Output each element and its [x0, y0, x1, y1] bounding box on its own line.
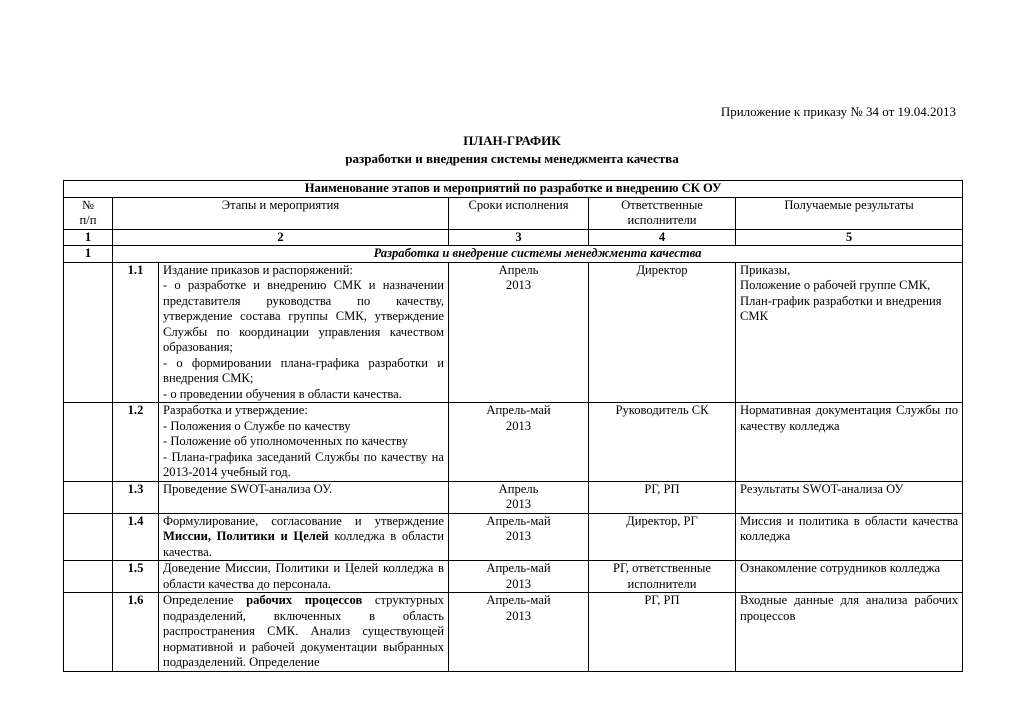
- document-title: ПЛАН-ГРАФИК: [463, 133, 561, 148]
- deadline-period: Апрель-май: [486, 561, 551, 575]
- empty-cell: [64, 561, 113, 593]
- activity-line: - Положение об уполномоченных по качеству: [163, 434, 408, 448]
- deadline-period: Апрель-май: [486, 513, 551, 528]
- deadline-year: 2013: [505, 576, 532, 591]
- deadline-year: 2013: [505, 418, 532, 433]
- row-number: 1.5: [113, 561, 159, 593]
- row-activity: [159, 593, 449, 672]
- activity-bold-text: Миссии, Политики и Целей: [163, 529, 329, 543]
- activity-text-clip: [163, 593, 444, 671]
- document-subtitle: разработки и внедрения системы менеджмента качества: [345, 151, 679, 166]
- table-main-header-row: [64, 181, 963, 198]
- row-number: 1.3: [113, 481, 159, 513]
- result-line: Ознакомление сотрудников колледжа: [740, 561, 941, 575]
- empty-cell: [64, 262, 113, 403]
- row-responsible: РГ, РП: [589, 593, 736, 672]
- row-responsible: Директор, РГ: [589, 513, 736, 561]
- result-line: Нормативная документация Службы по качеству колледжа: [740, 403, 959, 433]
- col-header-results: Получаемые результаты: [736, 197, 963, 229]
- col-number-3: 3: [449, 229, 589, 246]
- row-results: [736, 593, 963, 672]
- col-header-num-line2: п/п: [79, 213, 97, 227]
- row-responsible: Руководитель СК: [589, 403, 736, 482]
- table-row: [64, 481, 963, 513]
- deadline-year: 2013: [505, 497, 532, 511]
- empty-cell: [64, 513, 113, 561]
- row-activity: [159, 513, 449, 561]
- result-line: Входные данные для анализа рабочих процессов: [740, 593, 959, 623]
- activity-line: - Плана-графика заседаний Службы по качеству на 2013-2014 учебный год.: [163, 449, 444, 479]
- col-header-num-line1: №: [81, 197, 95, 212]
- col-number-2: 2: [113, 229, 449, 246]
- activity-text: Формулирование, согласование и утверждение: [163, 513, 444, 528]
- row-activity: [159, 262, 449, 403]
- result-line: Приказы,: [740, 262, 791, 277]
- row-results: [736, 561, 963, 593]
- activity-line: - о разработке и внедрению СМК и назначении представителя руководства по качеству, утверждение состава группы СМК, утверждение Службы по координации управления качеством образования;: [163, 278, 444, 354]
- result-line: Миссия и политика в области качества колледжа: [740, 513, 959, 543]
- row-activity: [159, 403, 449, 482]
- activity-text: Определение: [163, 593, 247, 607]
- row-number: 1.1: [113, 262, 159, 403]
- row-responsible: Директор: [589, 262, 736, 403]
- row-results: [736, 513, 963, 561]
- col-header-stages: Этапы и мероприятия: [113, 197, 449, 229]
- result-line: План-график разработки и внедрения СМК: [740, 293, 942, 323]
- table-row: [64, 262, 963, 403]
- activity-line: - о формировании плана-графика разработки и внедрения СМК;: [163, 355, 444, 385]
- section-number: 1: [64, 246, 113, 263]
- row-responsible: РГ, ответственные исполнители: [589, 561, 736, 593]
- activity-line: - Положения о Службе по качеству: [163, 418, 351, 433]
- activity-line: - о проведении обучения в области качества.: [163, 386, 402, 401]
- row-deadline: [449, 561, 589, 593]
- activity-line: Издание приказов и распоряжений:: [163, 262, 353, 277]
- row-activity: [159, 561, 449, 593]
- table-row: [64, 561, 963, 593]
- row-activity: [159, 481, 449, 513]
- table-row: [64, 593, 963, 672]
- table-main-header: Наименование этапов и мероприятий по разработке и внедрению СК ОУ: [64, 181, 963, 198]
- activity-line: Доведение Миссии, Политики и Целей колледжа в области качества до персонала.: [163, 561, 444, 591]
- table-row: [64, 403, 963, 482]
- plan-table: [63, 180, 963, 672]
- col-number-1: 1: [64, 229, 113, 246]
- activity-line: Разработка и утверждение:: [163, 403, 308, 417]
- result-line: Положение о рабочей группе СМК,: [740, 278, 931, 292]
- activity-line: Проведение SWOT-анализа ОУ.: [163, 481, 333, 496]
- row-results: [736, 481, 963, 513]
- col-header-responsible: Ответственные исполнители: [589, 197, 736, 229]
- activity-text: структурных подразделений, включенных в область распространения СМК. Анализ существующей нормативной и рабочей документации выбранных подразделений. Определение: [163, 593, 444, 669]
- section-title: Разработка и внедрение системы менеджмента качества: [113, 246, 963, 263]
- section-row: [64, 246, 963, 263]
- deadline-year: 2013: [505, 529, 532, 543]
- col-header-deadlines: Сроки исполнения: [449, 197, 589, 229]
- deadline-period: Апрель-май: [486, 593, 551, 607]
- empty-cell: [64, 481, 113, 513]
- col-header-num: [64, 197, 113, 229]
- deadline-period: Апрель: [498, 481, 539, 496]
- row-deadline: [449, 262, 589, 403]
- deadline-period: Апрель-май: [486, 403, 551, 417]
- row-deadline: [449, 593, 589, 672]
- deadline-year: 2013: [505, 608, 532, 623]
- row-deadline: [449, 403, 589, 482]
- row-results: [736, 262, 963, 403]
- table-column-header-row: [64, 197, 963, 229]
- result-line: Результаты SWOT-анализа ОУ: [740, 481, 904, 496]
- row-number: 1.2: [113, 403, 159, 482]
- col-number-4: 4: [589, 229, 736, 246]
- annex-reference: Приложение к приказу № 34 от 19.04.2013: [720, 104, 956, 119]
- row-results: [736, 403, 963, 482]
- table-column-number-row: [64, 229, 963, 246]
- row-deadline: [449, 481, 589, 513]
- activity-bold-text: рабочих процессов: [246, 593, 363, 607]
- row-deadline: [449, 513, 589, 561]
- empty-cell: [64, 403, 113, 482]
- table-row: [64, 513, 963, 561]
- row-responsible: РГ, РП: [589, 481, 736, 513]
- row-number: 1.6: [113, 593, 159, 672]
- deadline-period: Апрель: [498, 262, 539, 277]
- activity-text: колледжа в области качества.: [163, 529, 445, 559]
- deadline-year: 2013: [505, 278, 532, 292]
- col-number-5: 5: [736, 229, 963, 246]
- empty-cell: [64, 593, 113, 672]
- row-number: 1.4: [113, 513, 159, 561]
